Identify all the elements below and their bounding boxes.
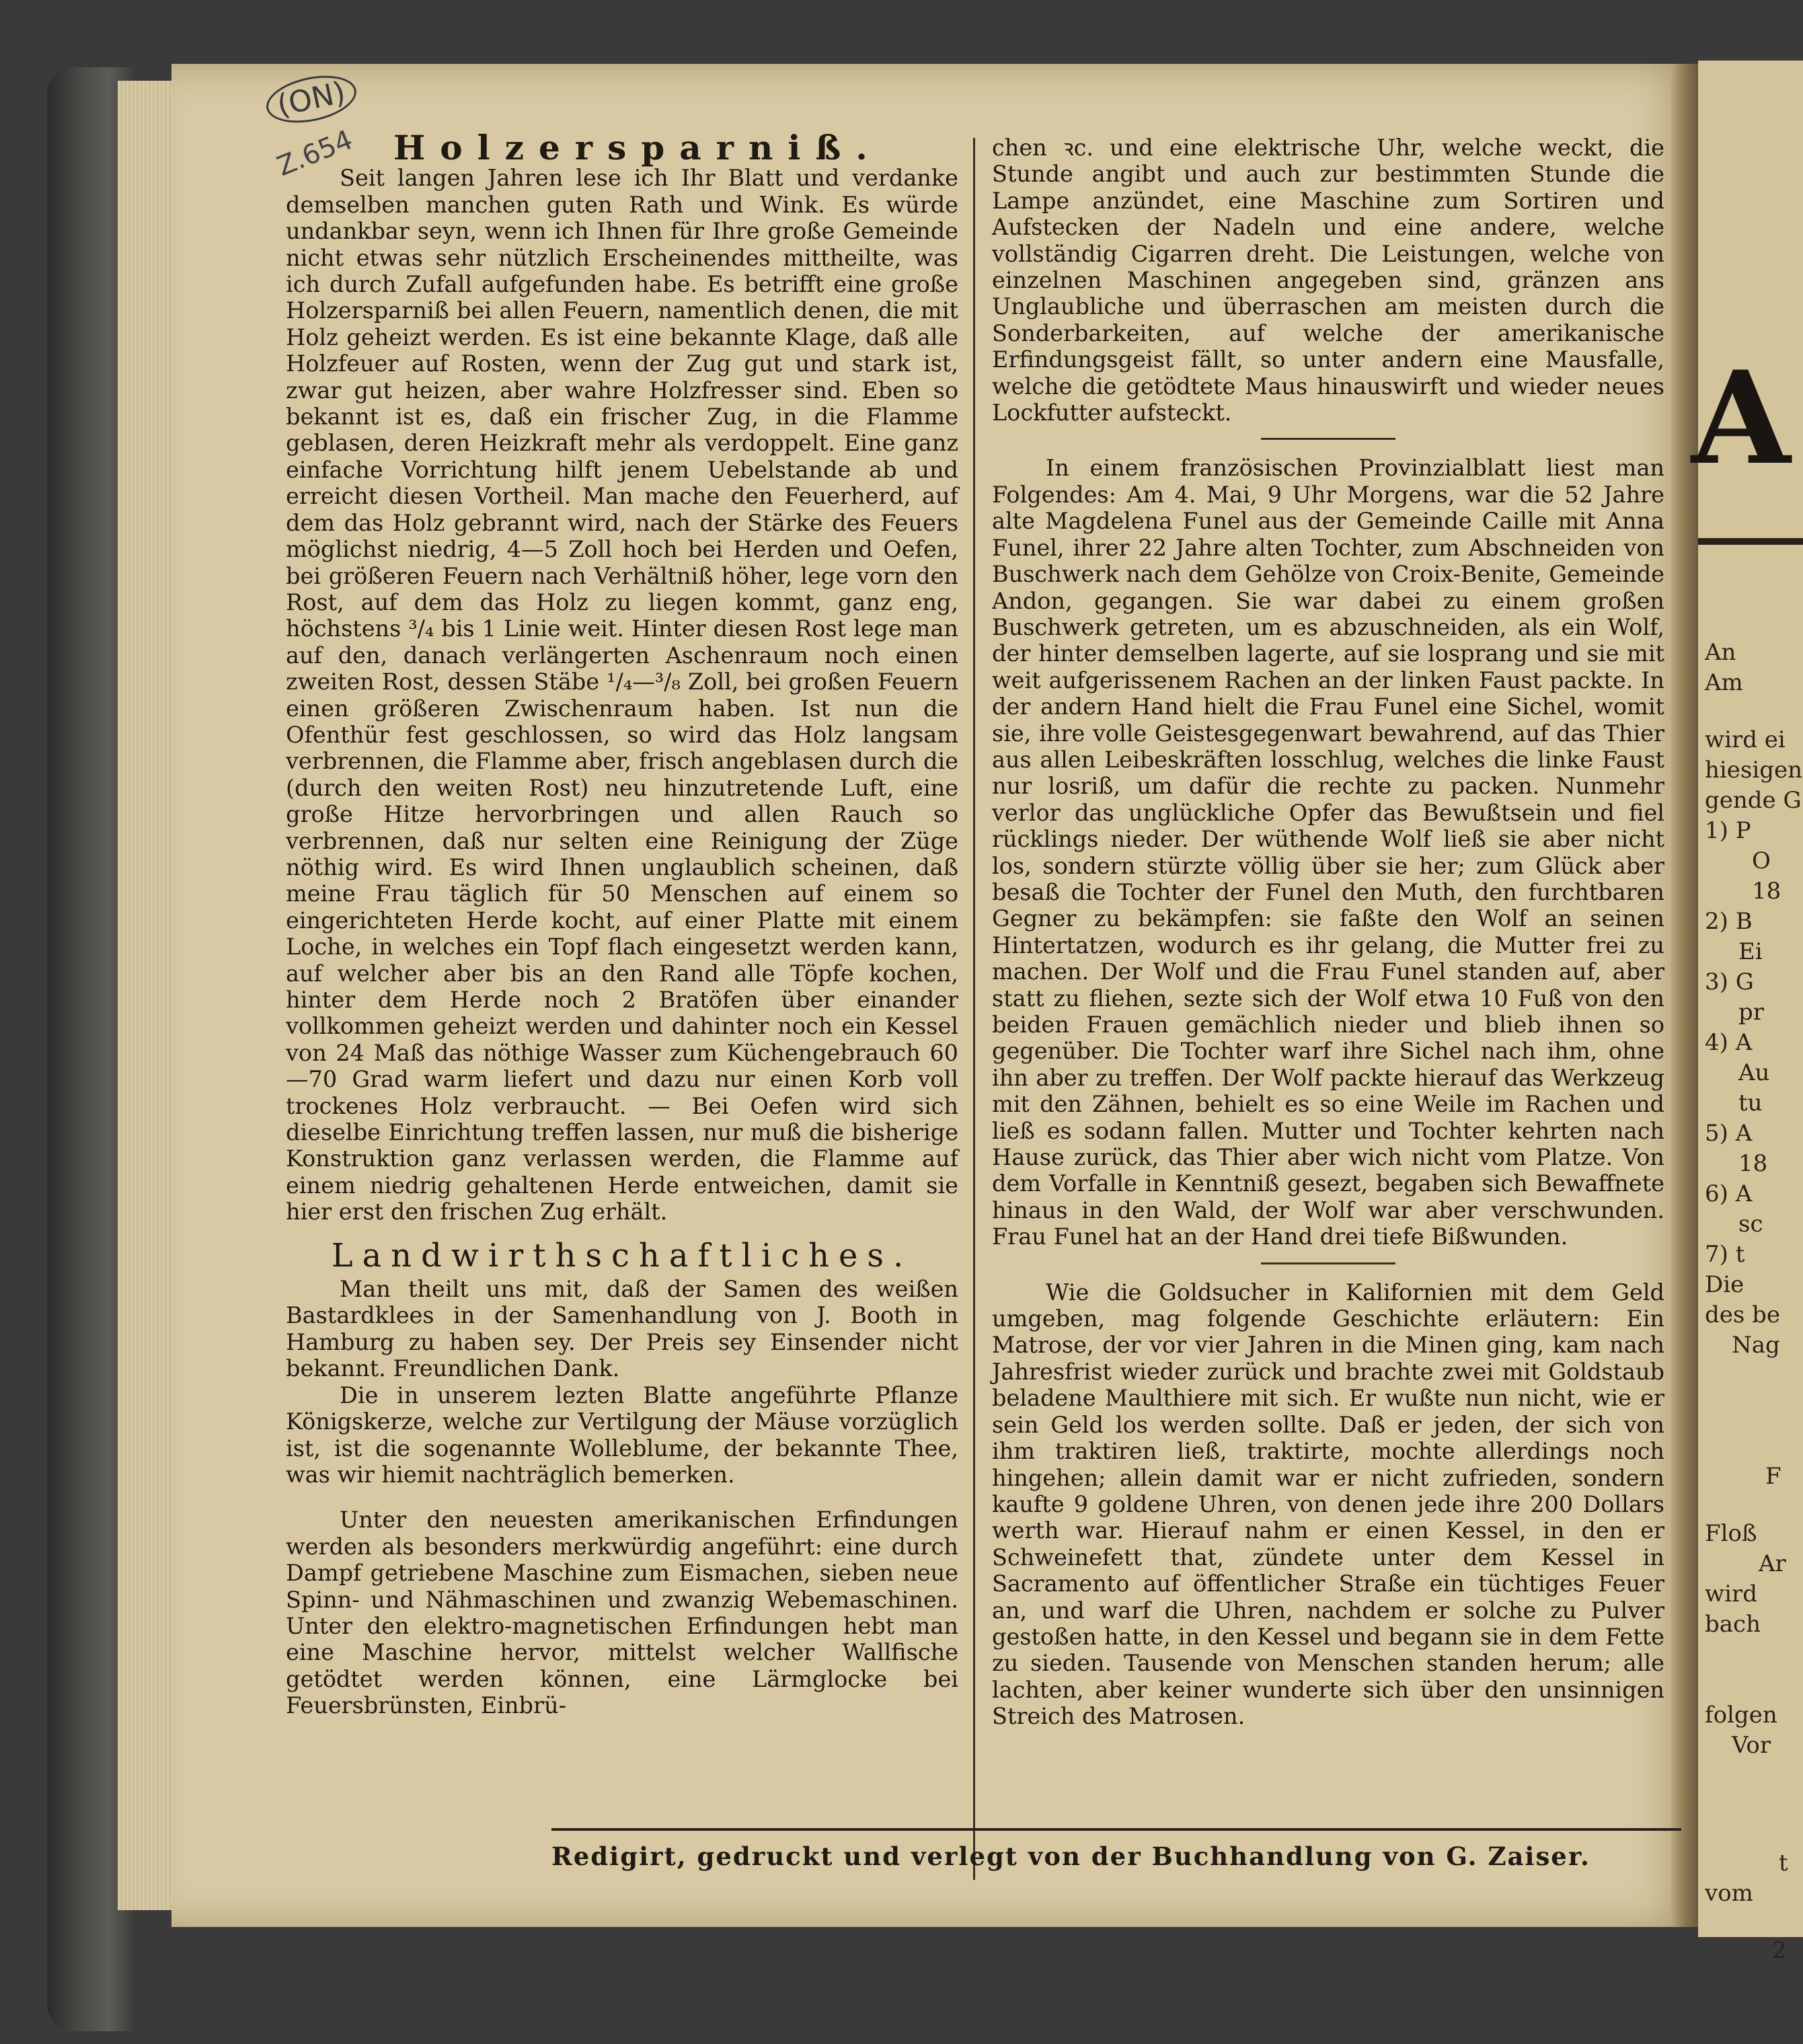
facing-fragment: Vor [1732, 1732, 1771, 1759]
facing-page-fragment [1691, 61, 1803, 1964]
article-text-amerikanische-erfindungen: Unter den neuesten amerikanischen Erfindungen werden als besonders merkwürdig angeführt: eine durch Dampf getriebene Maschine zum Eismachen, sieben neue Spinn- und Nähmaschinen und zwanzig Webemaschinen. Unter den elektro-magnetischen Erfindungen hebt man eine Maschine hervor, mittelst welcher Wallfische getödtet werden können, eine Lärmglocke bei Feuersbrünsten, Einbrü- [286, 1507, 958, 1719]
facing-page-big-letter: A [1691, 343, 1791, 493]
facing-fragment: 6) A [1705, 1180, 1753, 1207]
facing-page-rule [1698, 538, 1803, 545]
facing-fragment: Am [1705, 669, 1743, 696]
facing-fragment: wird [1705, 1581, 1757, 1607]
article-text-holzersparniss: Seit langen Jahren lese ich Ihr Blatt und verdanke demselben manchen guten Rath und Wink. Es würde undankbar seyn, wenn ich Ihnen für Ihre große Gemeinde nicht etwas sehr nützlich Erscheinendes mittheilte, was ich durch Zufall aufgefunden habe. Es betrifft eine große Holzersparniß bei allen Feuern, namentlich denen, die mit Holz geheizt werden. Es ist eine bekannte Klage, daß alle Holzfeuer auf Rosten, wenn der Zug gut und stark ist, zwar gut heizen, aber wahre Holzfresser sind. Eben so bekannt ist es, daß ein frischer Zug, in die Flamme geblasen, deren Heizkraft mehr als verdoppelt. Eine ganz einfache Vorrichtung hilft jenem Uebelstande ab und erreicht diesen Vortheil. Man mache den Feuerherd, auf dem das Holz gebrannt wird, nach der Stärke des Feuers möglichst niedrig, 4—5 Zoll hoch bei Herden und Oefen, bei größeren Feuern nach Verhältniß höher, lege vorn den Rost, auf dem das Holz zu liegen kommt, ganz eng, höchstens ³/₄ bis 1 Linie weit. Hinter diesen Rost lege man auf den, danach verlängerten Aschenraum noch einen zweiten Rost, dessen Stäbe ¹/₄—³/₈ Zoll, bei großen Feuern einen größeren Zwischenraum haben. Ist nun die Ofenthür fest geschlossen, so wird das Holz langsam verbrennen, die Flamme aber, frisch angeblasen durch die (durch den weiten Rost) neu hinzutretende Luft, eine große Hitze hervorbringen und allen Rauch so verbrennen, daß nur selten eine Reinigung der Züge nöthig wird. Es wird Ihnen unglaublich scheinen, daß meine Frau täglich für 50 Menschen auf einem so eingerichteten Herde kocht, auf einer Platte mit einem Loche, in welches ein Topf flach eingesetzt werden kann, auf welcher aber bis an den Rand alle Töpfe kochen, hinter dem Herde noch 2 Bratöfen über einander vollkommen geheizt werden und dahinter noch ein Kessel von 24 Maß das nöthige Wasser zum Küchengebrauch 60—70 Grad warm liefert und dazu nur einen Korb voll trockenes Holz verbraucht. — Bei Oefen wird sich dieselbe Einrichtung treffen lassen, nur muß die bisherige Konstruktion ganz verlassen werden, die Flamme auf einem niedrig gehaltenen Herde entweichen, damit sie hier erst den frischen Zug erhält. [286, 165, 958, 1225]
facing-fragment: 18 [1752, 878, 1781, 905]
facing-fragment: folgen [1705, 1702, 1777, 1729]
article-heading-landwirthschaftliches: Landwirthschaftliches. [331, 1236, 913, 1275]
facing-fragment: Nag [1732, 1332, 1780, 1359]
article-text-amerikanische-erfindungen-cont: chen ꝛc. und eine elektrische Uhr, welche weckt, die Stunde angibt und auch zur bestimmten Stunde die Lampe anzündet, eine Maschine zum Sortiren und Aufstecken der Nadeln und eine andere, welche vollständig Cigarren dreht. Die Leistungen, welche von einzelnen Maschinen angegeben sind, gränzen ans Unglaubliche und überraschen am meisten durch die Sonderbarkeiten, auf welche der amerikanische Erfindungsgeist fällt, so unter andern eine Mausfalle, welche die getödtete Maus hinauswirft und wieder neues Lockfutter aufsteckt. [992, 135, 1664, 426]
facing-fragment: vom [1705, 1880, 1753, 1907]
footer-rule [551, 1828, 1681, 1831]
facing-fragment: 2) B [1705, 908, 1753, 935]
article-text-goldsucher: Wie die Goldsucher in Kalifornien mit dem Geld umgeben, mag folgende Geschichte erläutern: Ein Matrose, der vor vier Jahren in die Minen ging, kam nach Jahresfrist wieder zurück und brachte zwei mit Goldstaub beladene Maulthiere mit sich. Er wußte nun nicht, wie er sein Geld los werden sollte. Daß er jeden, der sich von ihm traktiren ließ, traktirte, mochte allerdings noch hingehen; allein damit war er nicht zufrieden, sondern kaufte 9 goldene Uhren, von denen jede ihre 200 Dollars werth war. Hierauf nahm er einen Kessel, in den er Schweinefett that, zündete unter dem Kessel in Sacramento auf öffentlicher Straße ein tüchtiges Feuer an, und warf die Uhren, nachdem er solche zu Pulver gestoßen hatte, in den Kessel und begann sie in dem Fette zu sieden. Tausende von Menschen standen herum; alle lachten, aber keiner wunderte sich über den unsinnigen Streich des Matrosen. [992, 1279, 1664, 1730]
facing-fragment: Ei [1738, 938, 1763, 965]
left-column [286, 128, 958, 1719]
facing-fragment: 3) G [1705, 969, 1754, 995]
pencil-annotation: (ON) [262, 69, 360, 130]
facing-fragment: des be [1705, 1301, 1781, 1328]
article-separator [1261, 438, 1395, 440]
pencil-shelfmark: Z.654 [272, 124, 357, 183]
facing-fragment: Ar [1759, 1550, 1786, 1577]
facing-fragment: 7) t [1705, 1241, 1745, 1268]
facing-fragment: wird ei [1705, 726, 1786, 753]
facing-fragment: 5) A [1705, 1120, 1753, 1147]
facing-fragment: Floß [1705, 1520, 1757, 1547]
facing-fragment: An [1705, 639, 1736, 666]
article-separator [1261, 1262, 1395, 1264]
facing-fragment: t [1779, 1850, 1788, 1877]
facing-fragment: Au [1738, 1059, 1770, 1086]
imprint-footer: Redigirt, gedruckt und verlegt von der Buchhandlung von G. Zaiser. [551, 1842, 1590, 1871]
article-heading-holzersparniss: Holzersparniß. [393, 128, 882, 167]
article-text-wolf: In einem französischen Provinzialblatt liest man Folgendes: Am 4. Mai, 9 Uhr Morgens, war die 52 Jahre alte Magdelena Funel aus der Gemeinde Caille mit Anna Funel, ihrer 22 Jahre alten Tochter, zum Abschneiden von Buschwerk nach dem Gehölze von Croix-Benite, Gemeinde Andon, gegangen. Sie war dabei zu einem großen Buschwerk getreten, um es abzuschneiden, als ein Wolf, der hinter demselben lagerte, auf sie losprang und sie mit weit aufgerissenem Rachen an der linken Faust packte. In der andern Hand hielt die Frau Funel eine Sichel, womit sie, ihre volle Geistesgegenwart bewahrend, auf das Thier aus allen Leibeskräften losschlug, welches die linke Faust nur losriß, um dafür die rechte zu packen. Nunmehr verlor das unglückliche Opfer das Bewußtsein und fiel rücklings nieder. Der wüthende Wolf ließ sie aber nicht los, sondern stürzte völlig über sie her; zum Glück aber besaß die Tochter der Funel den Muth, den furchtbaren Gegner zu bekämpfen: sie faßte den Wolf an seinen Hintertatzen, wodurch es ihr gelang, die Mutter frei zu machen. Der Wolf und die Frau Funel standen auf, aber statt zu fliehen, sezte sich der Wolf etwa 10 Fuß von den beiden Frauen gemächlich nieder und blieb ihnen so gegenüber. Die Tochter warf ihre Sichel nach ihm, ohne ihn aber zu treffen. Der Wolf packte hierauf das Werkzeug mit den Zähnen, behielt es so eine Weile im Rachen und ließ es sodann fallen. Mutter und Tochter kehrten nach Hause zurück, das Thier aber wich nicht vom Platze. Von dem Vorfalle in Kenntniß gesezt, begaben sich Bewaffnete hinaus in den Wald, der Wolf war aber verschwunden. Frau Funel hat an der Hand drei tiefe Bißwunden. [992, 455, 1664, 1250]
facing-fragment: bach [1705, 1611, 1761, 1638]
article-text-bastardklee: Man theilt uns mit, daß der Samen des weißen Bastardklees in der Samenhandlung von J. Booth in Hamburg zu haben sey. Der Preis sey Einsender nicht bekannt. Freundlichen Dank. [286, 1276, 958, 1382]
facing-fragment: Die [1705, 1271, 1744, 1298]
facing-fragment: gende G [1705, 787, 1802, 814]
facing-fragment: tu [1738, 1090, 1763, 1116]
facing-fragment: pr [1738, 999, 1765, 1026]
paragraph-gap [286, 1488, 958, 1507]
column-divider [973, 138, 975, 1880]
facing-fragment: hiesigen [1705, 757, 1802, 784]
article-text-koenigskerze: Die in unserem lezten Blatte angeführte Pflanze Königskerze, welche zur Vertilgung der Mäuse vorzüglich ist, ist die sogenannte Wolleblume, der bekannte Thee, was wir hiemit nachträglich bemerken. [286, 1381, 958, 1488]
facing-fragment: 1) P [1705, 817, 1751, 844]
facing-fragment: 4) A [1705, 1029, 1753, 1056]
right-column [992, 135, 1664, 1730]
facing-fragment: O [1752, 847, 1771, 874]
facing-fragment: 2 [1772, 1937, 1787, 1964]
facing-fragment: 18 [1738, 1150, 1768, 1177]
facing-fragment: sc [1738, 1211, 1763, 1238]
facing-fragment: F [1765, 1463, 1781, 1490]
